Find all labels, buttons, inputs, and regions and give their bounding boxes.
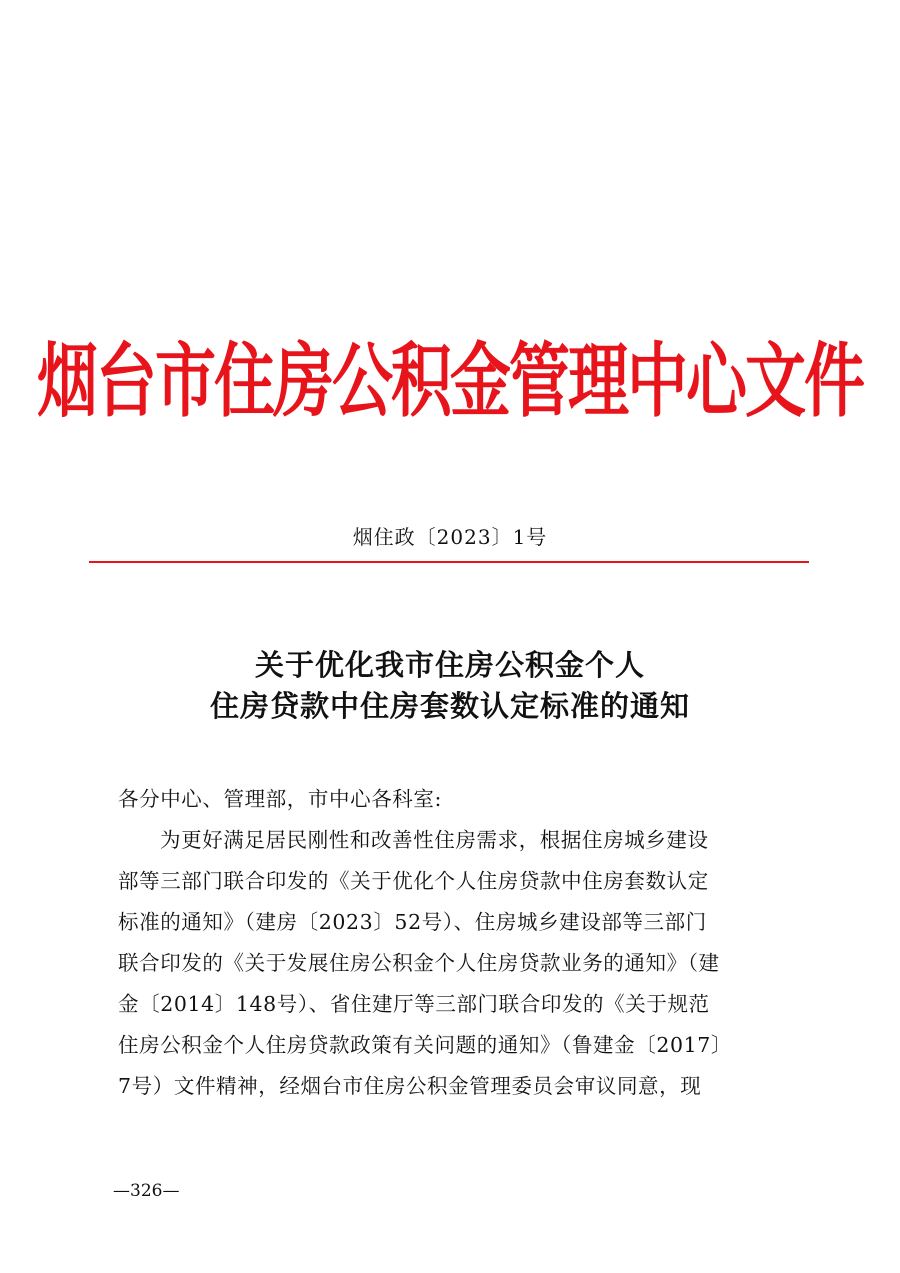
body-line-6: 住房公积金个人住房贷款政策有关问题的通知》（鲁建金〔2017〕: [118, 1033, 733, 1057]
body-line-5: 金〔2014〕148号）、省住建厅等三部门联合印发的《关于规范: [118, 992, 710, 1016]
body-line-7: 7号）文件精神，经烟台市住房公积金管理委员会审议同意，现: [118, 1074, 702, 1098]
page-number: —326—: [113, 1181, 180, 1201]
body-line-2: 部等三部门联合印发的《关于优化个人住房贷款中住房套数认定: [118, 869, 709, 893]
red-divider-line: [89, 561, 809, 563]
salutation: 各分中心、管理部，市中心各科室:: [118, 787, 443, 811]
document-title-line-2: 住房贷款中住房套数认定标准的通知: [209, 689, 690, 723]
document-number: 烟住政〔2023〕1号: [352, 525, 548, 549]
document-title-line-1: 关于优化我市住房公积金个人: [254, 648, 645, 682]
body-line-1: 为更好满足居民刚性和改善性住房需求，根据住房城乡建设: [160, 828, 709, 852]
body-line-4: 联合印发的《关于发展住房公积金个人住房贷款业务的通知》（建: [118, 951, 720, 975]
document-masthead: 烟台市住房公积金管理中心文件: [36, 335, 863, 429]
body-line-3: 标准的通知》（建房〔2023〕52号）、住房城乡建设部等三部门: [118, 910, 707, 934]
